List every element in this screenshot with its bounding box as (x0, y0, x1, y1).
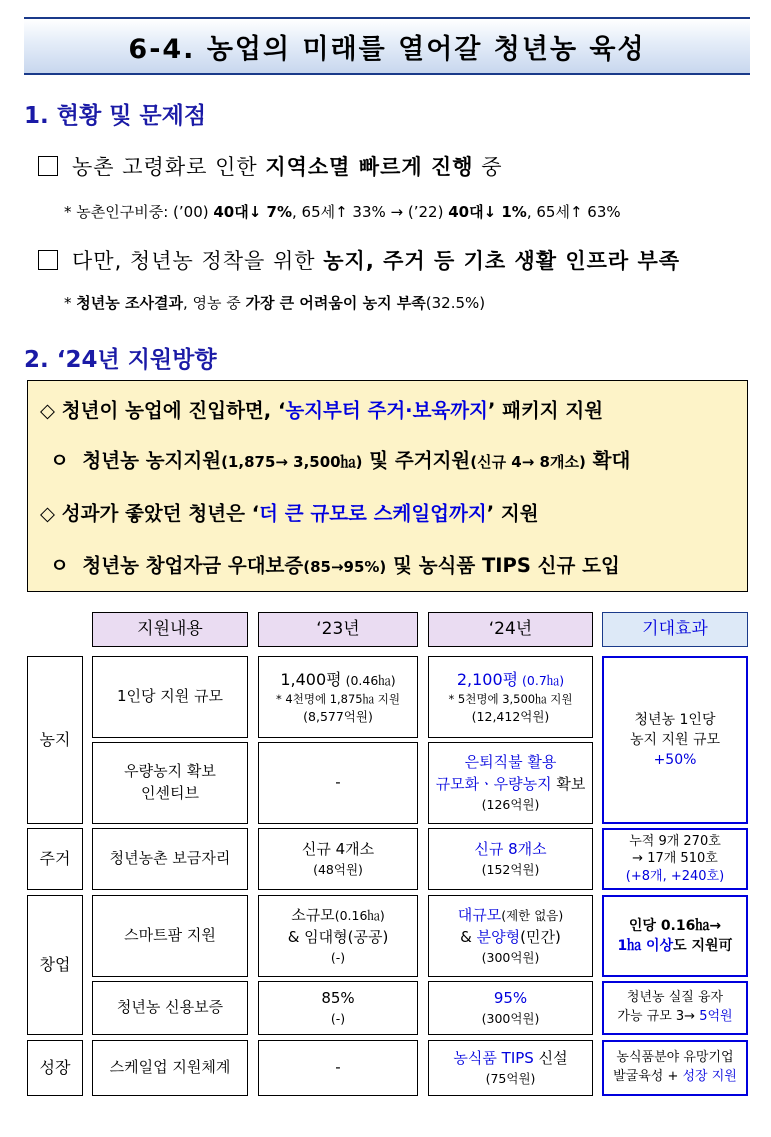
row5-2023: 85% (-) (258, 981, 418, 1035)
direction-box (27, 380, 748, 592)
section2-heading: 2. ‘24년 지원방향 (24, 347, 217, 373)
category-growth: 성장 (27, 1040, 83, 1096)
row3-2024: 신규 8개소 (152억원) (428, 828, 593, 890)
page-title-bar (24, 17, 750, 75)
direction-row-4: ㅇ 청년농 창업자금 우대보증(85→95%) 및 농식품 TIPS 신규 도입 (50, 554, 620, 577)
header-content: 지원내용 (92, 612, 248, 647)
row6-2024: 농식품 TIPS 신설 (75억원) (428, 1040, 593, 1096)
row3-effect: 누적 9개 270호 → 17개 510호 (+8개, +240호) (602, 828, 748, 890)
direction-row-1: ◇ 청년이 농업에 진입하면, ‘농지부터 주거·보육까지’ 패키지 지원 (40, 399, 604, 422)
note-2: * 청년농 조사결과, 영농 중 가장 큰 어려움이 농지 부족(32.5%) (64, 294, 486, 312)
square-bullet-icon (38, 250, 58, 270)
row3-2023: 신규 4개소 (48억원) (258, 828, 418, 890)
bullet-2: 다만, 청년농 정착을 위한 농지, 주거 등 기초 생활 인프라 부족 (38, 245, 680, 275)
row3-content: 청년농촌 보금자리 (92, 828, 248, 890)
square-bullet-icon (38, 156, 58, 176)
section1-heading: 1. 현황 및 문제점 (24, 103, 207, 129)
header-effect: 기대효과 (602, 612, 748, 647)
row2-2023: - (258, 742, 418, 824)
row1-content: 1인당 지원 규모 (92, 656, 248, 738)
effect-farmland: 청년농 1인당 농지 지원 규모 +50% (602, 656, 748, 824)
row2-2024: 은퇴직불 활용 규모화ㆍ우량농지 확보 (126억원) (428, 742, 593, 824)
bullet-1: 농촌 고령화로 인한 지역소멸 빠르게 진행 중 (38, 151, 503, 181)
row2-content: 우량농지 확보 인센티브 (92, 742, 248, 824)
row4-content: 스마트팜 지원 (92, 895, 248, 977)
page-title: 6-4. 농업의 미래를 열어갈 청년농 육성 (128, 33, 646, 65)
row5-content: 청년농 신용보증 (92, 981, 248, 1035)
category-startup: 창업 (27, 895, 83, 1035)
row1-2024: 2,100평 (0.7㏊) * 5천명에 3,500㏊ 지원 (12,412억원) (428, 656, 593, 738)
row5-2024: 95% (300억원) (428, 981, 593, 1035)
row6-content: 스케일업 지원체계 (92, 1040, 248, 1096)
row6-2023: - (258, 1040, 418, 1096)
direction-row-3: ◇ 성과가 좋았던 청년은 ‘더 큰 규모로 스케일업까지’ 지원 (40, 502, 539, 525)
row4-2023: 소규모(0.16㏊) & 임대형(공공) (-) (258, 895, 418, 977)
category-farmland: 농지 (27, 656, 83, 824)
row1-2023: 1,400평 (0.46㏊) * 4천명에 1,875㏊ 지원 (8,577억원) (258, 656, 418, 738)
note-1: * 농촌인구비중: (’00) 40대↓ 7%, 65세↑ 33% → (’22) 40대↓ 1%, 65세↑ 63% (64, 203, 621, 221)
row5-effect: 청년농 실질 융자 가능 규모 3→ 5억원 (602, 981, 748, 1035)
header-2023: ‘23년 (258, 612, 418, 647)
category-housing: 주거 (27, 828, 83, 890)
row6-effect: 농식품분야 유망기업 발굴육성 + 성장 지원 (602, 1040, 748, 1096)
direction-row-2: ㅇ 청년농 농지지원(1,875→ 3,500㏊) 및 주거지원(신규 4→ 8개소) 확대 (50, 449, 631, 472)
row4-2024: 대규모(제한 없음) & 분양형(민간) (300억원) (428, 895, 593, 977)
row4-effect: 인당 0.16㏊→ 1㏊ 이상도 지원可 (602, 895, 748, 977)
header-2024: ‘24년 (428, 612, 593, 647)
